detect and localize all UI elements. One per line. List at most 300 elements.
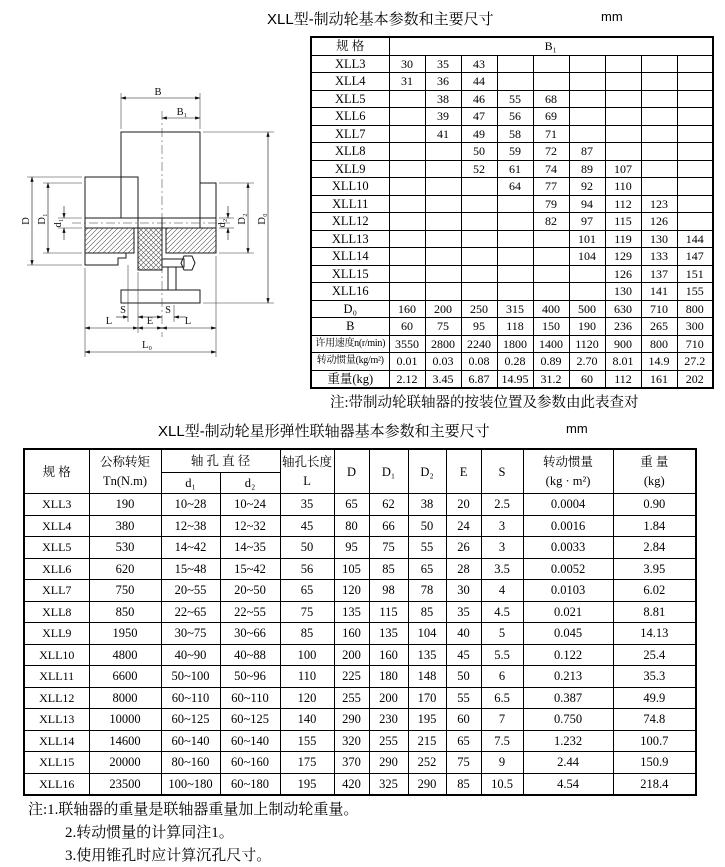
cell: 40~88 (220, 644, 280, 666)
cell: 710 (641, 300, 677, 318)
row-label: XLL11 (24, 666, 89, 688)
cell: 1950 (89, 623, 161, 645)
cell (641, 125, 677, 143)
cell: 710 (677, 335, 713, 353)
cell (641, 90, 677, 108)
cell (677, 90, 713, 108)
cell: 2.5 (481, 494, 523, 516)
column-header-d1: d₁ (161, 473, 220, 494)
cell: 0.213 (523, 666, 613, 688)
cell: 60~110 (220, 687, 280, 709)
cell: 75 (425, 318, 461, 336)
cell (677, 178, 713, 196)
cell: 2800 (425, 335, 461, 353)
row-label: XLL15 (311, 265, 389, 283)
cell: 14.95 (497, 370, 533, 388)
column-header-bore-diameter: 轴 孔 直 径 (161, 449, 280, 473)
header-line: 公称转矩 (99, 455, 150, 469)
cell (533, 283, 569, 301)
cell: 41 (425, 125, 461, 143)
cell (677, 213, 713, 231)
footnote-2: 2.转动惯量的计算同注1。 (65, 825, 234, 841)
table-row (311, 160, 713, 178)
cell: 49 (461, 125, 497, 143)
cell: 290 (369, 752, 408, 774)
cell (605, 73, 641, 91)
cell: 148 (408, 666, 446, 688)
cell: 35 (425, 55, 461, 73)
cell: 315 (497, 300, 533, 318)
cell: 64 (497, 178, 533, 196)
cell (569, 283, 605, 301)
cell: 3.5 (481, 558, 523, 580)
dim-label-D2: D₂ (237, 213, 248, 225)
footnote-1: 注:1.联轴器的重量是联轴器重量加上制动轮重量。 (28, 802, 359, 818)
cell (497, 73, 533, 91)
cell (461, 178, 497, 196)
cell: 7.5 (481, 730, 523, 752)
cell (569, 73, 605, 91)
cell: 3 (481, 537, 523, 559)
cell: 50 (461, 143, 497, 161)
cell: 60 (569, 370, 605, 388)
table-row (311, 300, 713, 318)
cell: 69 (533, 108, 569, 126)
row-label: B (311, 318, 389, 336)
coupling-section-drawing (16, 75, 302, 375)
cell: 0.045 (523, 623, 613, 645)
cell: 79 (533, 195, 569, 213)
cell: 0.387 (523, 687, 613, 709)
cell: 129 (605, 248, 641, 266)
cell: 6.87 (461, 370, 497, 388)
cell: 28 (446, 558, 481, 580)
cell: 380 (89, 515, 161, 537)
row-label: XLL13 (311, 230, 389, 248)
table-header-row (311, 37, 713, 55)
cell (389, 108, 425, 126)
cell: 8.01 (605, 353, 641, 371)
table-row (24, 580, 696, 602)
row-label: XLL8 (311, 143, 389, 161)
cell (605, 108, 641, 126)
cell: 290 (408, 773, 446, 795)
cell: 133 (641, 248, 677, 266)
cell (425, 213, 461, 231)
row-label: XLL10 (311, 178, 389, 196)
cell: 500 (569, 300, 605, 318)
cell: 4800 (89, 644, 161, 666)
cell: 30~75 (161, 623, 220, 645)
cell: 22~65 (161, 601, 220, 623)
cell: 0.90 (613, 494, 696, 516)
row-label: 重量(kg) (311, 370, 389, 388)
cell: 0.03 (425, 353, 461, 371)
cell: 55 (446, 687, 481, 709)
cell: 80~160 (161, 752, 220, 774)
cell: 135 (334, 601, 369, 623)
cell (569, 108, 605, 126)
cell (533, 73, 569, 91)
cell (389, 160, 425, 178)
row-label: XLL15 (24, 752, 89, 774)
cell: 0.0103 (523, 580, 613, 602)
cell: 9 (481, 752, 523, 774)
cell: 23500 (89, 773, 161, 795)
cell: 100 (280, 644, 334, 666)
cell: 144 (677, 230, 713, 248)
cell: 0.28 (497, 353, 533, 371)
cell: 4 (481, 580, 523, 602)
cell: 3.95 (613, 558, 696, 580)
row-label: XLL5 (311, 90, 389, 108)
cell: 49.9 (613, 687, 696, 709)
cell: 50~96 (220, 666, 280, 688)
header-line: 重 量 (640, 455, 669, 469)
cell (641, 160, 677, 178)
cell: 119 (605, 230, 641, 248)
cell (677, 108, 713, 126)
cell: 95 (461, 318, 497, 336)
cell: 255 (369, 730, 408, 752)
cell: 60 (446, 709, 481, 731)
cell (497, 213, 533, 231)
cell (425, 143, 461, 161)
cell: 126 (605, 265, 641, 283)
cell: 74 (533, 160, 569, 178)
cell: 35 (446, 601, 481, 623)
cell: 105 (334, 558, 369, 580)
cell: 35 (280, 494, 334, 516)
row-label: XLL7 (311, 125, 389, 143)
cell (389, 283, 425, 301)
cell: 115 (369, 601, 408, 623)
cell (641, 143, 677, 161)
cell: 60~180 (220, 773, 280, 795)
cell: 14600 (89, 730, 161, 752)
cell (389, 178, 425, 196)
cell: 59 (497, 143, 533, 161)
table-row (24, 494, 696, 516)
cell: 2.84 (613, 537, 696, 559)
footnote-3: 3.使用锥孔时应计算沉孔尺寸。 (65, 848, 272, 864)
cell: 6.5 (481, 687, 523, 709)
cell: 85 (280, 623, 334, 645)
table-row (24, 623, 696, 645)
cell: 252 (408, 752, 446, 774)
column-header-spec: 规 格 (24, 449, 89, 494)
cell: 530 (89, 537, 161, 559)
cell: 620 (89, 558, 161, 580)
cell: 60 (389, 318, 425, 336)
cell: 12~38 (161, 515, 220, 537)
row-label: XLL12 (311, 213, 389, 231)
cell (461, 283, 497, 301)
cell: 101 (569, 230, 605, 248)
cell: 25.4 (613, 644, 696, 666)
row-label: XLL8 (24, 601, 89, 623)
cell: 60~110 (161, 687, 220, 709)
cell (605, 125, 641, 143)
cell: 95 (334, 537, 369, 559)
dim-label-L-right: L (184, 316, 192, 327)
cell: 97 (569, 213, 605, 231)
cell: 5.5 (481, 644, 523, 666)
row-label: XLL9 (311, 160, 389, 178)
row-label: XLL3 (311, 55, 389, 73)
cell (605, 90, 641, 108)
cell: 230 (369, 709, 408, 731)
table-row (24, 601, 696, 623)
cell: 400 (533, 300, 569, 318)
table-row (311, 283, 713, 301)
cell (533, 248, 569, 266)
header-line: L (303, 474, 311, 488)
table2-title: XLL型-制动轮星形弹性联轴器基本参数和主要尺寸 (158, 423, 490, 440)
cell: 100.7 (613, 730, 696, 752)
cell: 850 (89, 601, 161, 623)
cell: 82 (533, 213, 569, 231)
cell (425, 283, 461, 301)
column-header-D2: D₂ (408, 449, 446, 494)
cell: 160 (369, 644, 408, 666)
cell: 0.01 (389, 353, 425, 371)
cell: 190 (569, 318, 605, 336)
cell: 14.9 (641, 353, 677, 371)
cell: 150 (533, 318, 569, 336)
cell: 750 (89, 580, 161, 602)
cell: 7 (481, 709, 523, 731)
cell (461, 230, 497, 248)
dim-label-S-left: S (120, 305, 126, 316)
column-header-inertia (523, 449, 613, 494)
column-header-d2: d₂ (220, 473, 280, 494)
cell: 65 (334, 494, 369, 516)
cell (389, 143, 425, 161)
cell: 1.84 (613, 515, 696, 537)
cell: 180 (369, 666, 408, 688)
cell (641, 178, 677, 196)
cell: 10.5 (481, 773, 523, 795)
dim-label-d1: d₁ (53, 218, 64, 228)
cell: 43 (461, 55, 497, 73)
cell: 112 (605, 195, 641, 213)
cell (677, 160, 713, 178)
column-header-torque (89, 449, 161, 494)
cell: 27.2 (677, 353, 713, 371)
cell: 61 (497, 160, 533, 178)
cell: 60~160 (220, 752, 280, 774)
cell (641, 55, 677, 73)
dim-label-L0: L₀ (141, 340, 153, 351)
cell: 15~42 (220, 558, 280, 580)
cell: 30 (446, 580, 481, 602)
cell: 50 (408, 515, 446, 537)
header-line: (kg · m²) (545, 474, 591, 488)
cell: 0.89 (533, 353, 569, 371)
cell: 6600 (89, 666, 161, 688)
dim-label-D: D (21, 217, 32, 225)
cell: 15~48 (161, 558, 220, 580)
cell: 250 (461, 300, 497, 318)
table-row (311, 265, 713, 283)
table-row (24, 730, 696, 752)
cell: 22~55 (220, 601, 280, 623)
cell: 0.0052 (523, 558, 613, 580)
cell: 6 (481, 666, 523, 688)
cell: 31 (389, 73, 425, 91)
cell: 66 (369, 515, 408, 537)
table-row (311, 108, 713, 126)
cell: 420 (334, 773, 369, 795)
dimension-lines (32, 98, 268, 352)
table-row (311, 90, 713, 108)
cell: 31.2 (533, 370, 569, 388)
cell: 140 (280, 709, 334, 731)
cell (389, 230, 425, 248)
table1-title: XLL型-制动轮基本参数和主要尺寸 (267, 11, 494, 28)
cell: 195 (280, 773, 334, 795)
table-row (24, 644, 696, 666)
cell (497, 248, 533, 266)
column-header-D: D (334, 449, 369, 494)
cell (425, 230, 461, 248)
row-label: XLL11 (311, 195, 389, 213)
table-header-row (24, 449, 696, 473)
cell (677, 55, 713, 73)
table1-unit-label: mm (601, 9, 623, 24)
cell: 104 (408, 623, 446, 645)
row-label: XLL7 (24, 580, 89, 602)
cell: 10000 (89, 709, 161, 731)
cell (497, 195, 533, 213)
cell: 225 (334, 666, 369, 688)
cell: 1800 (497, 335, 533, 353)
cell: 147 (677, 248, 713, 266)
cell: 135 (369, 623, 408, 645)
cell (677, 143, 713, 161)
cell: 0.08 (461, 353, 497, 371)
cell: 39 (425, 108, 461, 126)
cell (425, 195, 461, 213)
cell (461, 248, 497, 266)
cell (389, 195, 425, 213)
cell: 1120 (569, 335, 605, 353)
cell: 14~42 (161, 537, 220, 559)
cell (677, 125, 713, 143)
cell: 89 (569, 160, 605, 178)
cell: 30~66 (220, 623, 280, 645)
cell: 24 (446, 515, 481, 537)
cell: 126 (641, 213, 677, 231)
dim-label-D1: D₁ (37, 213, 48, 225)
cell: 80 (334, 515, 369, 537)
cell: 78 (408, 580, 446, 602)
cell: 630 (605, 300, 641, 318)
cell (677, 73, 713, 91)
dim-label-B: B (154, 87, 162, 98)
cell: 0.750 (523, 709, 613, 731)
cell: 52 (461, 160, 497, 178)
column-header-D1: D₁ (369, 449, 408, 494)
cell: 6.02 (613, 580, 696, 602)
cell (389, 248, 425, 266)
table-row (311, 143, 713, 161)
cell: 130 (605, 283, 641, 301)
dim-label-L-left: L (105, 316, 113, 327)
cell: 20~50 (220, 580, 280, 602)
table-row (311, 248, 713, 266)
cell: 35.3 (613, 666, 696, 688)
cell (389, 90, 425, 108)
cell (425, 178, 461, 196)
header-line: 轴孔长度 (282, 455, 333, 469)
cell: 60~125 (220, 709, 280, 731)
cell (569, 55, 605, 73)
cell: 137 (641, 265, 677, 283)
cell: 370 (334, 752, 369, 774)
cell: 40 (446, 623, 481, 645)
cell: 4.5 (481, 601, 523, 623)
cell: 3 (481, 515, 523, 537)
cell (461, 265, 497, 283)
cell: 50 (446, 666, 481, 688)
cell: 60~140 (161, 730, 220, 752)
cell (569, 125, 605, 143)
cell: 71 (533, 125, 569, 143)
cell: 320 (334, 730, 369, 752)
cell: 104 (569, 248, 605, 266)
column-header-E: E (446, 449, 481, 494)
cell: 75 (280, 601, 334, 623)
cell: 215 (408, 730, 446, 752)
cell: 0.021 (523, 601, 613, 623)
cell: 160 (334, 623, 369, 645)
cell: 300 (677, 318, 713, 336)
cell: 202 (677, 370, 713, 388)
cell (497, 230, 533, 248)
cell: 150.9 (613, 752, 696, 774)
cell: 40~90 (161, 644, 220, 666)
dim-label-B1: B₁ (176, 107, 188, 118)
row-label: XLL5 (24, 537, 89, 559)
cell: 65 (408, 558, 446, 580)
table-row (24, 515, 696, 537)
row-label: XLL13 (24, 709, 89, 731)
cell: 120 (334, 580, 369, 602)
cell: 255 (334, 687, 369, 709)
dim-label-E: E (146, 316, 154, 327)
cell (533, 230, 569, 248)
cell: 200 (369, 687, 408, 709)
dim-label-S-right: S (165, 305, 171, 316)
table-row (24, 752, 696, 774)
cell: 38 (425, 90, 461, 108)
row-label: XLL14 (24, 730, 89, 752)
cell: 26 (446, 537, 481, 559)
cell: 151 (677, 265, 713, 283)
table-row (24, 666, 696, 688)
cell: 0.0016 (523, 515, 613, 537)
table-row (311, 195, 713, 213)
row-label: XLL12 (24, 687, 89, 709)
cell: 38 (408, 494, 446, 516)
cell: 8000 (89, 687, 161, 709)
cell: 50~100 (161, 666, 220, 688)
row-label: XLL3 (24, 494, 89, 516)
cell: 0.0004 (523, 494, 613, 516)
cell: 107 (605, 160, 641, 178)
